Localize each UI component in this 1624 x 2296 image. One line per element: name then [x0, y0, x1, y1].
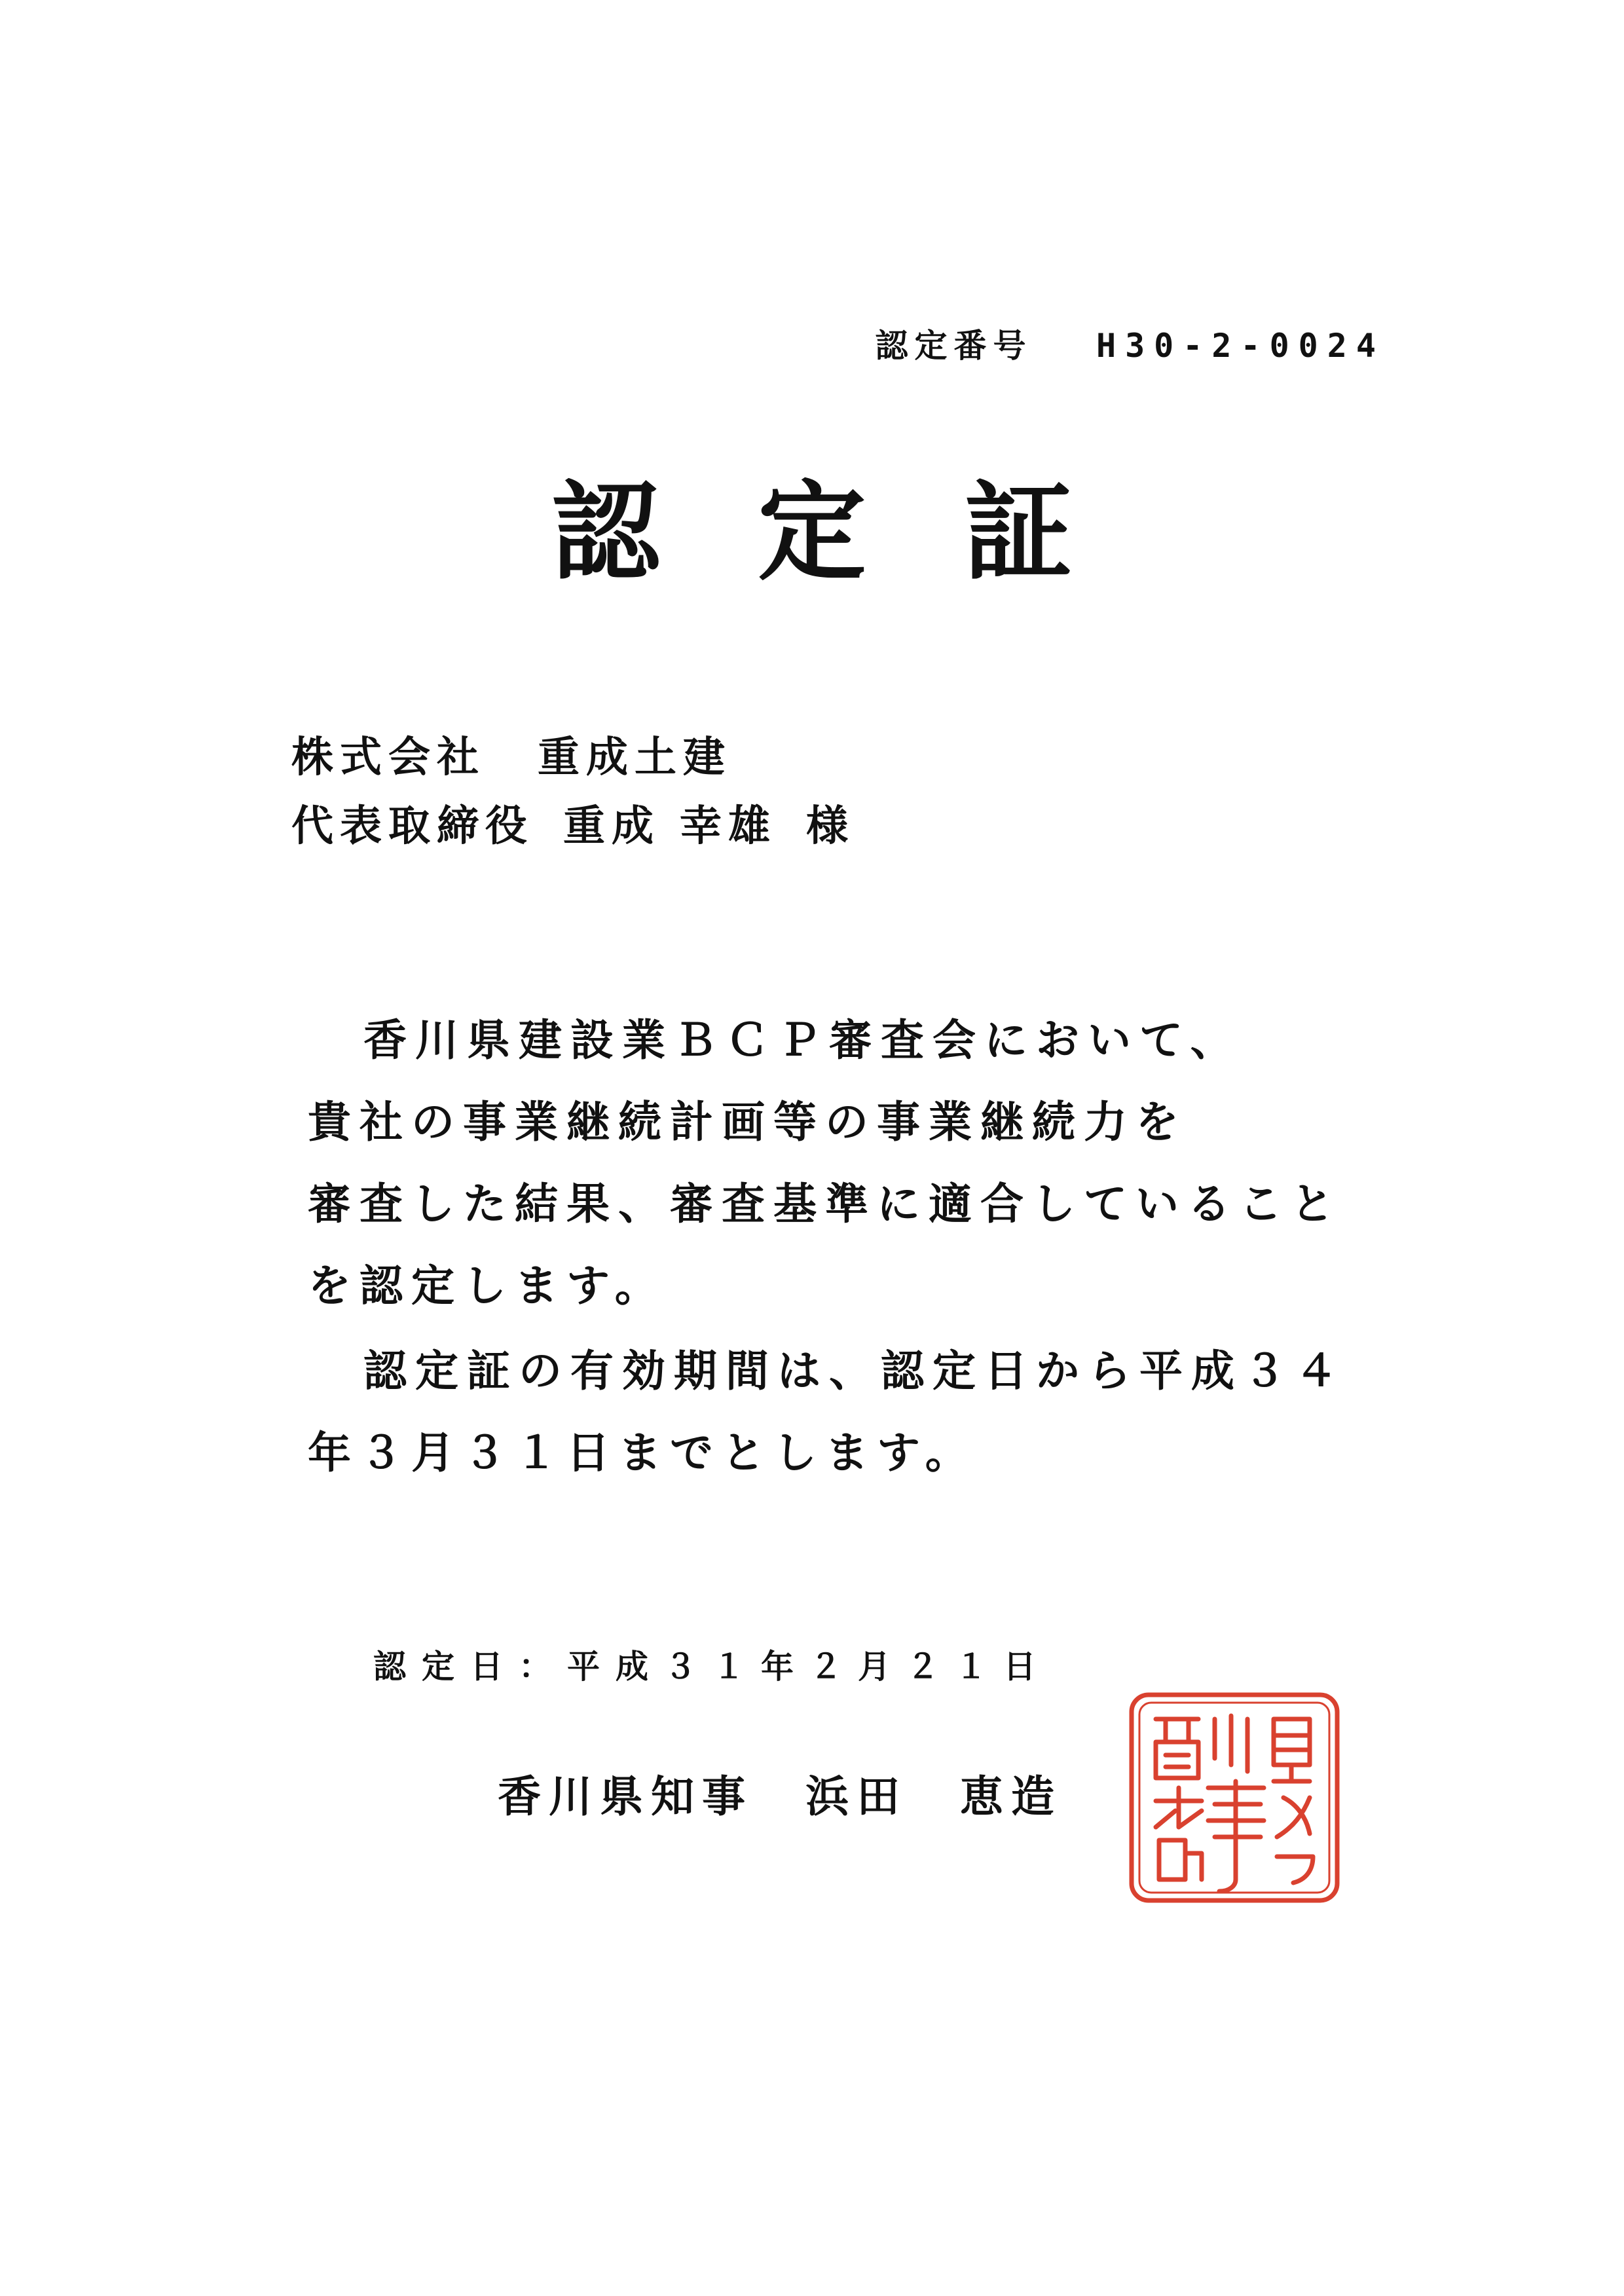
company-type: 株式会社 — [291, 733, 485, 782]
certificate-number-label: 認定番号 — [875, 326, 1033, 365]
certificate-number — [876, 320, 1385, 367]
signer-given-name: 恵造 — [960, 1771, 1062, 1822]
certification-date: 認定日：平成３１年２月２１日 — [373, 1647, 1052, 1686]
body-line: を認定します。 — [308, 1260, 667, 1311]
body-line: 年３月３１日までとします。 — [308, 1427, 977, 1478]
body-line: 香川県建設業ＢＣＰ審査会において、 — [363, 1014, 1242, 1065]
official-seal-icon — [1126, 1690, 1342, 1906]
representative-surname: 重成 — [563, 802, 660, 851]
certificate-number-value: H30-2-0024 — [1096, 327, 1385, 365]
recipient-representative — [291, 792, 855, 853]
signer-surname: 浜田 — [805, 1771, 908, 1822]
body-line: 貴社の事業継続計画等の事業継続力を — [308, 1096, 1187, 1147]
company-name: 重成土建 — [538, 733, 731, 782]
honorific: 様 — [806, 802, 855, 851]
signer — [498, 1762, 1062, 1824]
representative-given-name: 幸雄 — [680, 802, 777, 851]
body-line: 認定証の有効期間は、認定日から平成３４ — [363, 1345, 1346, 1396]
recipient-company — [291, 724, 731, 784]
signer-office: 香川県知事 — [498, 1771, 753, 1822]
representative-position: 代表取締役 — [291, 802, 534, 851]
certificate-title: 認定証 — [551, 468, 1171, 595]
body-line: 審査した結果、審査基準に適合していること — [308, 1178, 1342, 1229]
